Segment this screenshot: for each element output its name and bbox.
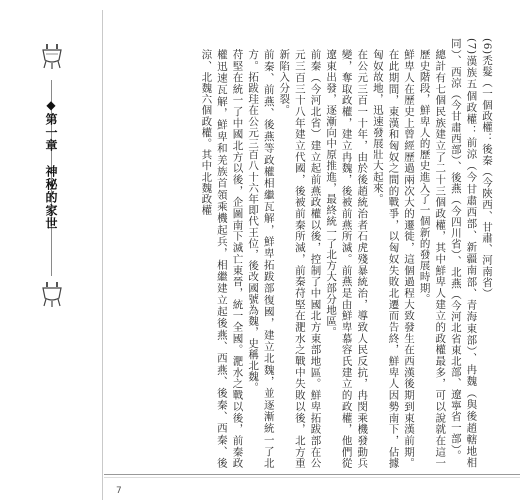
paragraph: 總計有七個民族建立了二十三個政權，其中鮮卑人建立的政權最多，可以說就在這一歷史階段，鮮卑人的歷史進入了一個新的發展時期。	[418, 48, 447, 468]
chapter-sidebar	[0, 0, 102, 500]
list-item: (6)禿髮（一個政權：後秦（今陝西、甘肅、河南省）	[481, 38, 493, 299]
footer-rule	[104, 474, 520, 475]
chapter-heading	[40, 98, 62, 230]
bullet-icon: ◆	[44, 98, 58, 113]
paragraph: 前秦（今河北省）建立起前燕政權以後，控制了中國北方東部地區。鮮卑拓跋部在公元三百三十八年建立代國，後被前秦所滅，前秦苻堅在淝水之戰中失敗以後，北方重新陷入分裂。	[278, 48, 322, 468]
paragraph: 在公元三百一十年，由於後趙統治者石虎殘暴統治，導致人民反抗，冉閔乘機發動兵變，奪取政權，建立冉魏，後被前燕所滅。前燕是由鮮卑慕容氏建立的政權，他們從遼東出發，逐漸向中原推進，最終統一了北方大部分地區。	[325, 48, 369, 468]
chapter-number: 第一章	[44, 113, 58, 152]
paragraph: 苻堅在統一了中國北方以後，企圖南下滅亡東晉，統一全國。淝水之戰以後，前秦政權迅速瓦解，鮮卑和羌族首領乘機起兵，相繼建立起後燕、西燕、後秦、西秦、後涼、北魏六個政權。其中北魏政權	[200, 48, 244, 468]
paragraph: 鮮卑人在歷史上曾經歷過兩次大的遷徙，這個過程大致發生在西漢後期到東漢前期。在此期間，東漢和匈奴之間的戰爭，以匈奴失敗北遷而告終，鮮卑人因勢南下，佔據匈奴故地，迅速發展壯大起來。	[371, 48, 416, 468]
chapter-title: 神秘的家世	[44, 165, 58, 230]
ding-vessel-icon	[41, 280, 63, 308]
paragraph: 前秦、前燕、後燕等政權相繼瓦解，鮮卑拓跋部復國，建立北魏，並逐漸統一了北方。拓跋珪在公元三百八十六年即代王位，後改國號為魏，史稱北魏。	[247, 48, 275, 468]
body-text	[122, 38, 494, 468]
ding-vessel-icon	[41, 42, 63, 70]
page-number: 7	[116, 486, 122, 496]
footer-rule	[104, 477, 520, 478]
list-item: (7)漢族五個政權：前涼（今甘肅西部、新疆南部、青海東部）、冉魏（與後趙轄地相同）、西涼（今甘肅西部）、後燕（今四川省）、北燕（今河北省東北部、遼寧省一部）。	[449, 38, 478, 468]
